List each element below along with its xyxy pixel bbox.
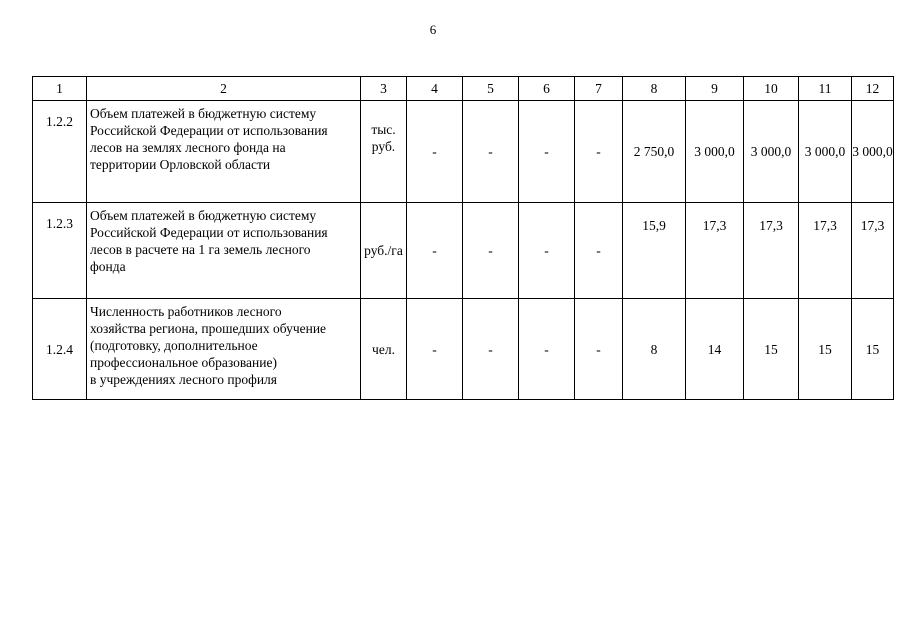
cell-value: 14 [686,299,744,400]
row-name-line: Объем платежей в бюджетную систему [90,208,317,223]
cell-value: - [575,203,623,299]
row-unit-line: тыс. [371,122,396,137]
table-row [33,101,894,203]
cell-value: - [463,299,519,400]
row-code: 1.2.2 [33,101,87,203]
column-header: 5 [463,77,519,101]
row-name-line: фонда [90,259,126,274]
row-name-line: Российской Федерации от использования [90,225,328,240]
cell-value: - [463,101,519,203]
column-header: 3 [361,77,407,101]
cell-value: - [407,203,463,299]
cell-value: - [575,101,623,203]
column-header: 7 [575,77,623,101]
column-header: 11 [799,77,852,101]
row-name-line: Российской Федерации от использования [90,123,328,138]
row-code: 1.2.3 [33,203,87,299]
row-name-line: территории Орловской области [90,157,271,172]
column-header: 2 [87,77,361,101]
table-row [33,299,894,400]
column-header: 9 [686,77,744,101]
cell-value: 17,3 [852,203,894,299]
row-name [87,203,361,299]
column-header: 1 [33,77,87,101]
cell-value: - [519,203,575,299]
cell-value: 17,3 [686,203,744,299]
row-name-line: профессиональное образование) [90,355,277,370]
cell-value: 17,3 [799,203,852,299]
indicator-table [32,76,894,400]
cell-value: 15,9 [623,203,686,299]
header-row [33,77,894,101]
cell-value: - [407,299,463,400]
row-name-line: (подготовку, дополнительное [90,338,258,353]
cell-value: - [407,101,463,203]
cell-value: 3 000,0 [686,101,744,203]
cell-value: 17,3 [744,203,799,299]
cell-value: 15 [799,299,852,400]
cell-value: 2 750,0 [623,101,686,203]
column-header: 10 [744,77,799,101]
row-unit-line: руб./га [364,243,403,258]
column-header: 4 [407,77,463,101]
cell-value: 3 000,0 [852,101,894,203]
row-name-line: в учреждениях лесного профиля [90,372,278,387]
row-name-line: хозяйства региона, прошедших обучение [90,321,327,336]
row-name-line: лесов в расчете на 1 га земель лесного [90,242,311,257]
cell-value: 8 [623,299,686,400]
cell-value: - [519,299,575,400]
row-unit [361,203,407,299]
cell-value: - [519,101,575,203]
row-unit [361,299,407,400]
column-header: 6 [519,77,575,101]
cell-value: 3 000,0 [799,101,852,203]
cell-value: - [575,299,623,400]
row-name [87,101,361,203]
cell-value: - [463,203,519,299]
row-name [87,299,361,400]
page-number: 6 [429,22,437,37]
column-header: 12 [852,77,894,101]
row-name-line: лесов на землях лесного фонда на [90,140,286,155]
row-name-line: Численность работников лесного [90,304,282,319]
row-name-line: Объем платежей в бюджетную систему [90,106,317,121]
table-row [33,203,894,299]
cell-value: 15 [744,299,799,400]
row-unit-line: чел. [372,341,395,357]
row-unit [361,101,407,203]
row-code: 1.2.4 [33,299,87,400]
row-unit-line: руб. [371,139,396,154]
cell-value: 3 000,0 [744,101,799,203]
column-header: 8 [623,77,686,101]
cell-value: 15 [852,299,894,400]
